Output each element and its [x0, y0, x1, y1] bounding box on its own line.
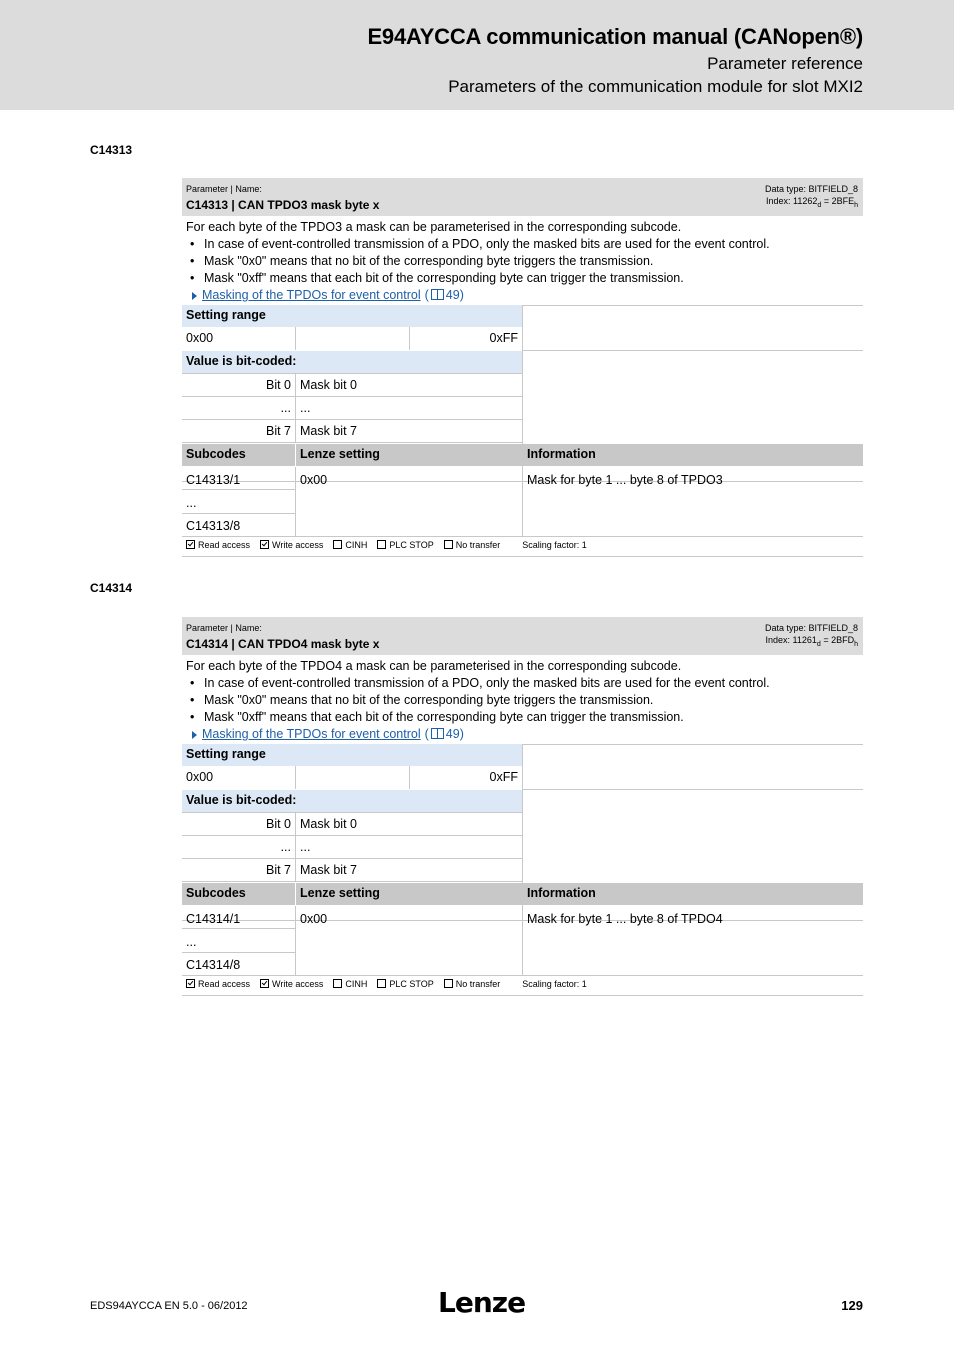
parameter-header [182, 178, 863, 216]
bit-label: ... [280, 401, 291, 415]
parameter-name-label: Parameter | Name: [186, 623, 262, 633]
checked-box-icon [186, 540, 195, 549]
range-min: 0x00 [186, 770, 214, 784]
subcode-cell: C14313/1 [186, 473, 241, 487]
description-list [186, 236, 863, 287]
bit-label: Bit 0 [265, 378, 291, 392]
masking-link[interactable]: Masking of the TPDOs for event control [202, 727, 421, 741]
parameter-header [182, 617, 863, 655]
subcode-cell: C14313/8 [186, 519, 241, 533]
write-access-flag: Write access [260, 540, 323, 550]
unchecked-box-icon [377, 540, 386, 549]
cinh-flag: CINH [333, 979, 367, 989]
data-type: Data type: BITFIELD_8 [764, 184, 858, 194]
list-item: • Mask "0x0" means that no bit of the corresponding byte triggers the transmission. [186, 692, 863, 709]
book-icon [431, 728, 444, 739]
no-transfer-flag: No transfer [444, 979, 501, 989]
page-reference[interactable]: ( 49) [424, 727, 464, 741]
arrow-right-icon [192, 731, 197, 739]
list-item: • Mask "0xff" means that each bit of the corresponding byte can trigger the transmission. [186, 709, 863, 726]
parameter-name: C14313 | CAN TPDO3 mask byte x [186, 198, 380, 212]
subcodes-column-header: Subcodes [182, 883, 295, 905]
bit-label: ... [280, 840, 291, 854]
unchecked-box-icon [333, 540, 342, 549]
description-list [186, 675, 863, 726]
section-label-c14314: C14314 [90, 581, 133, 595]
setting-range-header: Setting range [182, 305, 522, 327]
page-header [0, 0, 954, 110]
cross-reference [186, 726, 863, 743]
unchecked-box-icon [333, 979, 342, 988]
plc-stop-flag: PLC STOP [377, 540, 433, 550]
checked-box-icon [186, 979, 195, 988]
bit-description: Mask bit 0 [300, 817, 357, 831]
subcode-cell: ... [186, 935, 197, 949]
parameter-index: Index: $11261_d = 2BFD_h$ [765, 635, 858, 648]
information-value: Mask for byte 1 ... byte 8 of TPDO4 [527, 912, 723, 926]
list-item: • In case of event-controlled transmission of a PDO, only the masked bits are used for the event control. [186, 236, 863, 253]
parameter-name-label: Parameter | Name: [186, 184, 262, 194]
masking-link[interactable]: Masking of the TPDOs for event control [202, 288, 421, 302]
subcode-cell: ... [186, 496, 197, 510]
read-access-flag: Read access [186, 979, 250, 989]
information-column-header: Information [523, 883, 863, 905]
plc-stop-flag: PLC STOP [377, 979, 433, 989]
page-number: 129 [841, 1298, 863, 1313]
bit-description: Mask bit 7 [300, 424, 357, 438]
write-access-flag: Write access [260, 979, 323, 989]
parameter-table [182, 744, 863, 998]
parameter-description [182, 216, 863, 304]
read-access-flag: Read access [186, 540, 250, 550]
subcodes-column-header: Subcodes [182, 444, 295, 466]
no-transfer-flag: No transfer [444, 540, 501, 550]
bit-description: ... [300, 840, 311, 854]
parameter-name: C14314 | CAN TPDO4 mask byte x [186, 637, 380, 651]
section-label-c14313: C14313 [90, 143, 133, 157]
range-max: 0xFF [489, 331, 518, 345]
unchecked-box-icon [444, 979, 453, 988]
range-min: 0x00 [186, 331, 214, 345]
subcode-cell: C14314/8 [186, 958, 241, 972]
list-item: • Mask "0xff" means that each bit of the corresponding byte can trigger the transmission. [186, 270, 863, 287]
description-intro: For each byte of the TPDO3 a mask can be parameterised in the corresponding subcode. [186, 220, 682, 234]
chapter-title: Parameter reference [707, 54, 863, 73]
scaling-factor: Scaling factor: 1 [522, 540, 587, 550]
list-item: • In case of event-controlled transmission of a PDO, only the masked bits are used for the event control. [186, 675, 863, 692]
checked-box-icon [260, 979, 269, 988]
unchecked-box-icon [377, 979, 386, 988]
parameter-block-c14314 [182, 617, 863, 998]
book-icon [431, 289, 444, 300]
lenze-setting-value: 0x00 [300, 473, 328, 487]
bit-description: Mask bit 7 [300, 863, 357, 877]
bitcoded-header: Value is bit-coded: [182, 351, 522, 373]
range-max: 0xFF [489, 770, 518, 784]
lenze-logo: Lenze [438, 1286, 526, 1319]
list-item: • Mask "0x0" means that no bit of the corresponding byte triggers the transmission. [186, 253, 863, 270]
unchecked-box-icon [444, 540, 453, 549]
access-flags [186, 979, 587, 989]
setting-range-header: Setting range [182, 744, 522, 766]
subcode-cell: C14314/1 [186, 912, 241, 926]
parameter-table [182, 305, 863, 559]
manual-title: E94AYCCA communication manual (CANopen®) [367, 24, 863, 49]
document-id: EDS94AYCCA EN 5.0 - 06/2012 [90, 1300, 248, 1312]
bit-label: Bit 0 [265, 817, 291, 831]
parameter-description [182, 655, 863, 743]
data-type: Data type: BITFIELD_8 [764, 623, 858, 633]
bitcoded-header: Value is bit-coded: [182, 790, 522, 812]
checked-box-icon [260, 540, 269, 549]
scaling-factor: Scaling factor: 1 [522, 979, 587, 989]
description-intro: For each byte of the TPDO4 a mask can be parameterised in the corresponding subcode. [186, 659, 682, 673]
cinh-flag: CINH [333, 540, 367, 550]
bit-label: Bit 7 [265, 863, 291, 877]
lenze-setting-value: 0x00 [300, 912, 328, 926]
parameter-index: Index: $11262_d = 2BFE_h$ [766, 196, 858, 209]
arrow-right-icon [192, 292, 197, 300]
access-flags [186, 540, 587, 550]
page-reference[interactable]: ( 49) [424, 288, 464, 302]
bit-description: Mask bit 0 [300, 378, 357, 392]
bit-label: Bit 7 [265, 424, 291, 438]
lenze-setting-column-header: Lenze setting [296, 444, 522, 466]
parameter-block-c14313 [182, 178, 863, 559]
lenze-setting-column-header: Lenze setting [296, 883, 522, 905]
bit-description: ... [300, 401, 311, 415]
cross-reference [186, 287, 863, 304]
section-title: Parameters of the communication module for slot MXI2 [448, 77, 863, 96]
information-value: Mask for byte 1 ... byte 8 of TPDO3 [527, 473, 723, 487]
information-column-header: Information [523, 444, 863, 466]
